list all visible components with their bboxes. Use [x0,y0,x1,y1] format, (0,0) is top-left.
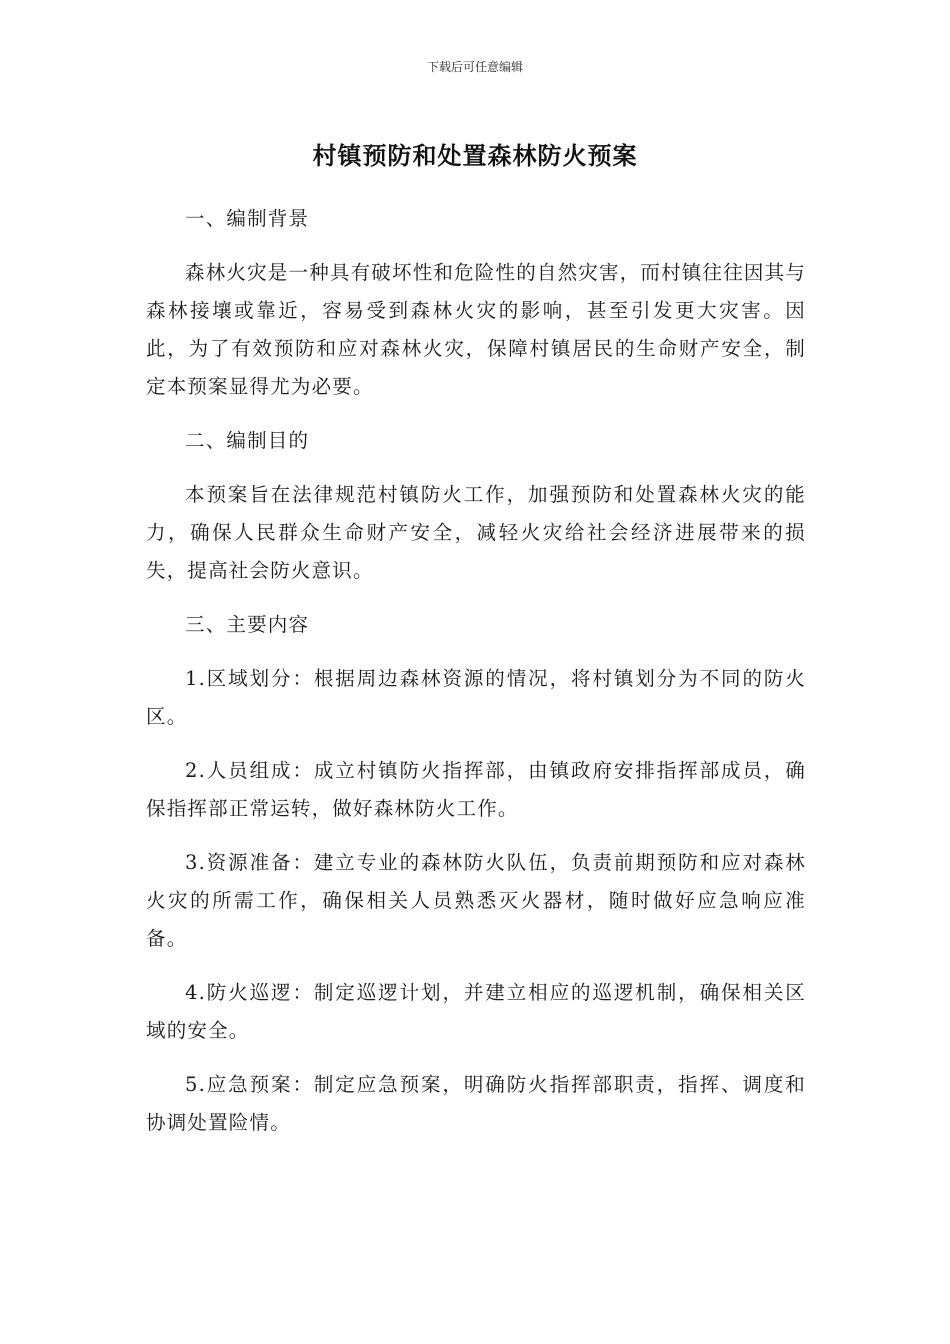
document-title: 村镇预防和处置森林防火预案 [312,142,638,170]
paragraph-background: 森林火灾是一种具有破坏性和危险性的自然灾害，而村镇往往因其与森林接壤或靠近，容易受到森林火灾的影响，甚至引发更大灾害。因此，为了有效预防和应对森林火灾，保障村镇居民的生命财产安全，制定本预案显得尤为必要。 [146,261,807,398]
paragraph-purpose: 本预案旨在法律规范村镇防火工作，加强预防和处置森林火灾的能力，确保人民群众生命财产安全，减轻火灾给社会经济进展带来的损失，提高社会防火意识。 [146,483,806,582]
header-note: 下载后可任意编辑 [426,60,523,74]
document-body [146,200,806,1158]
section-heading-background: 一、编制背景 [185,207,310,230]
list-item-resources: 3.资源准备：建立专业的森林防火队伍，负责前期预防和应对森林火灾的所需工作，确保相关人员熟悉灭火器材，随时做好应急响应准备。 [146,851,806,950]
list-item-patrol: 4.防火巡逻：制定巡逻计划，并建立相应的巡逻机制，确保相关区域的安全。 [146,981,806,1042]
list-item-area-division: 1.区域划分：根据周边森林资源的情况，将村镇划分为不同的防火区。 [146,667,806,728]
list-item-personnel: 2.人员组成：成立村镇防火指挥部，由镇政府安排指挥部成员，确保指挥部正常运转，做好森林防火工作。 [146,759,806,820]
section-heading-purpose: 二、编制目的 [185,429,310,452]
section-heading-main-content: 三、主要内容 [185,613,310,636]
list-item-emergency-plan: 5.应急预案：制定应急预案，明确防火指挥部职责，指挥、调度和协调处置险情。 [146,1073,806,1134]
